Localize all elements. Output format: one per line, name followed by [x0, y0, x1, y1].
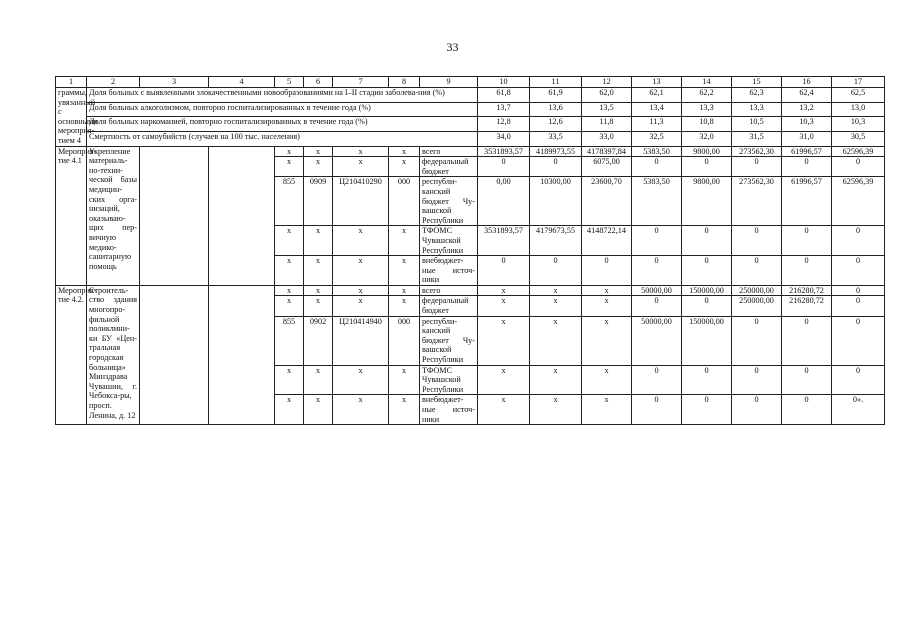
expense-code: 000: [389, 316, 420, 365]
amount-value: 0: [530, 256, 582, 286]
amount-value: 61996,57: [782, 177, 832, 226]
page-number: 33: [446, 40, 459, 54]
indicator-value: 61,9: [530, 88, 582, 103]
amount-value: 0: [732, 226, 782, 256]
indicator-value: 30,5: [832, 131, 885, 146]
funding-source: всего: [420, 146, 478, 157]
amount-value: 0: [478, 157, 530, 177]
section-code: x: [304, 285, 333, 296]
column-number: 4: [209, 77, 275, 88]
budget-code: x: [275, 157, 304, 177]
column-number: 13: [632, 77, 682, 88]
target-code: x: [333, 256, 389, 286]
indicator-value: 62,4: [782, 88, 832, 103]
amount-value: 61996,57: [782, 146, 832, 157]
amount-value: 4179673,55: [530, 226, 582, 256]
expense-code: x: [389, 285, 420, 296]
expense-code: 000: [389, 177, 420, 226]
funding-source: внебюджет-ные источ-ники: [420, 395, 478, 425]
column-number: 1: [56, 77, 87, 88]
amount-value: 0: [530, 157, 582, 177]
amount-value: 3531893,57: [478, 146, 530, 157]
budget-code: x: [275, 256, 304, 286]
budget-code: x: [275, 285, 304, 296]
budget-code: x: [275, 146, 304, 157]
amount-value: 0: [682, 256, 732, 286]
funding-source: всего: [420, 285, 478, 296]
column-number: 12: [582, 77, 632, 88]
indicator-row: [56, 102, 885, 117]
funding-source: федеральный бюджет: [420, 157, 478, 177]
amount-value: 0: [682, 296, 732, 316]
indicator-value: 62,2: [682, 88, 732, 103]
indicator-value: 11,8: [582, 117, 632, 132]
budget-code: x: [275, 395, 304, 425]
amount-value: 0: [832, 365, 885, 395]
indicator-value: 11,3: [632, 117, 682, 132]
amount-value: 0: [782, 157, 832, 177]
indicator-value: 13,2: [782, 102, 832, 117]
amount-value: 0: [478, 256, 530, 286]
amount-value: 0: [632, 157, 682, 177]
amount-value: 0: [832, 285, 885, 296]
column-number: 2: [87, 77, 140, 88]
section-code: x: [304, 256, 333, 286]
indicator-value: 32,5: [632, 131, 682, 146]
amount-value: x: [478, 285, 530, 296]
column-number: 7: [333, 77, 389, 88]
indicator-value: 61,8: [478, 88, 530, 103]
amount-value: x: [582, 296, 632, 316]
amount-value: 216280,72: [782, 296, 832, 316]
indicator-label: Доля больных наркоманией, повторно госпитализированных в течение года (%): [87, 117, 478, 132]
amount-value: 50000,00: [632, 285, 682, 296]
expense-code: x: [389, 157, 420, 177]
amount-value: 0,00: [478, 177, 530, 226]
target-code: x: [333, 226, 389, 256]
table-row: [56, 146, 885, 157]
amount-value: 0: [732, 157, 782, 177]
empty-cell: [209, 285, 275, 424]
indicator-value: 34,0: [478, 131, 530, 146]
amount-value: 150000,00: [682, 316, 732, 365]
empty-cell: [209, 146, 275, 285]
indicator-value: 33,5: [530, 131, 582, 146]
budget-code: x: [275, 296, 304, 316]
amount-value: 4148722,14: [582, 226, 632, 256]
indicator-value: 13,3: [732, 102, 782, 117]
indicator-value: 13,7: [478, 102, 530, 117]
amount-value: x: [582, 395, 632, 425]
amount-value: 0: [782, 395, 832, 425]
amount-value: 0: [632, 296, 682, 316]
financing-table: [55, 76, 885, 425]
target-code: Ц210410290: [333, 177, 389, 226]
measure-description: Укрепление материаль-но-техни-ческой базы медицин-ских орга-низаций, оказываю-щих пер-вичную медико-санитарную помощь: [87, 146, 140, 285]
column-number: 11: [530, 77, 582, 88]
amount-value: 23600,70: [582, 177, 632, 226]
column-number: 15: [732, 77, 782, 88]
funding-source: республи-канский бюджет Чу-вашской Республики: [420, 316, 478, 365]
indicator-value: 31,0: [782, 131, 832, 146]
indicator-label: Смертность от самоубийств (случаев на 100 тыс. населения): [87, 131, 478, 146]
section-code: x: [304, 226, 333, 256]
amount-value: 0: [782, 226, 832, 256]
budget-code: x: [275, 226, 304, 256]
funding-source: ТФОМС Чувашской Республики: [420, 226, 478, 256]
amount-value: 0: [682, 365, 732, 395]
expense-code: x: [389, 256, 420, 286]
amount-value: 0: [832, 226, 885, 256]
expense-code: x: [389, 226, 420, 256]
indicator-value: 33,0: [582, 131, 632, 146]
amount-value: 0: [682, 157, 732, 177]
section-code: x: [304, 296, 333, 316]
indicator-value: 10,5: [732, 117, 782, 132]
funding-source: ТФОМС Чувашской Республики: [420, 365, 478, 395]
program-label: граммы, увязанный с основными мероприя-тием 4: [56, 88, 87, 147]
amount-value: 5383,50: [632, 177, 682, 226]
amount-value: 0: [632, 256, 682, 286]
amount-value: x: [530, 285, 582, 296]
indicator-value: 13,6: [530, 102, 582, 117]
amount-value: x: [582, 365, 632, 395]
header-row: [56, 77, 885, 88]
indicator-label: Доля больных с выявленными злокачественными новообразованиями на I–II стадии заболева-ния (%): [87, 88, 478, 103]
budget-code: 855: [275, 177, 304, 226]
indicator-value: 62,1: [632, 88, 682, 103]
column-number: 17: [832, 77, 885, 88]
amount-value: 0: [732, 256, 782, 286]
expense-code: x: [389, 395, 420, 425]
amount-value: 4189973,55: [530, 146, 582, 157]
amount-value: 0: [832, 157, 885, 177]
indicator-value: 13,3: [682, 102, 732, 117]
amount-value: 0: [832, 296, 885, 316]
budget-code: 855: [275, 316, 304, 365]
amount-value: 0: [782, 365, 832, 395]
amount-value: 0: [632, 226, 682, 256]
target-code: x: [333, 285, 389, 296]
funding-source: внебюджет-ные источ-ники: [420, 256, 478, 286]
section-code: x: [304, 146, 333, 157]
indicator-value: 62,3: [732, 88, 782, 103]
amount-value: 5383,50: [632, 146, 682, 157]
indicator-value: 13,0: [832, 102, 885, 117]
indicator-value: 32,0: [682, 131, 732, 146]
indicator-value: 12,8: [478, 117, 530, 132]
section-code: x: [304, 395, 333, 425]
column-number: 10: [478, 77, 530, 88]
amount-value: x: [478, 365, 530, 395]
amount-value: 216280,72: [782, 285, 832, 296]
amount-value: 9800,00: [682, 177, 732, 226]
indicator-value: 13,4: [632, 102, 682, 117]
indicator-value: 10,3: [782, 117, 832, 132]
table-row: [56, 285, 885, 296]
amount-value: 50000,00: [632, 316, 682, 365]
expense-code: x: [389, 146, 420, 157]
indicator-value: 10,8: [682, 117, 732, 132]
amount-value: 0: [582, 256, 632, 286]
target-code: x: [333, 296, 389, 316]
column-number: 6: [304, 77, 333, 88]
measure-name: Мероприя-тие 4.2.: [56, 285, 87, 424]
indicator-value: 13,5: [582, 102, 632, 117]
column-number: 5: [275, 77, 304, 88]
column-number: 8: [389, 77, 420, 88]
indicator-value: 12,6: [530, 117, 582, 132]
amount-value: 0: [782, 256, 832, 286]
amount-value: x: [478, 296, 530, 316]
amount-value: 250000,00: [732, 296, 782, 316]
amount-value: 150000,00: [682, 285, 732, 296]
column-number: 3: [140, 77, 209, 88]
indicator-row: [56, 131, 885, 146]
section-code: 0902: [304, 316, 333, 365]
amount-value: 10300,00: [530, 177, 582, 226]
amount-value: x: [530, 296, 582, 316]
amount-value: x: [582, 316, 632, 365]
amount-value: 0: [732, 395, 782, 425]
amount-value: 0: [832, 256, 885, 286]
indicator-value: 10,3: [832, 117, 885, 132]
amount-value: 0: [732, 316, 782, 365]
amount-value: x: [530, 395, 582, 425]
amount-value: x: [530, 365, 582, 395]
amount-value: 0: [682, 395, 732, 425]
column-number: 9: [420, 77, 478, 88]
target-code: x: [333, 395, 389, 425]
amount-value: 4178397,84: [582, 146, 632, 157]
column-number: 16: [782, 77, 832, 88]
amount-value: x: [582, 285, 632, 296]
target-code: x: [333, 365, 389, 395]
budget-code: x: [275, 365, 304, 395]
measure-description: Строитель-ство здания многопро-фильной поликлини-ки БУ «Цен-тральная городская больница» Минздрава Чувашии, г. Чебокса-ры, просп. Ленина, д. 12: [87, 285, 140, 424]
amount-value: 3531893,57: [478, 226, 530, 256]
expense-code: x: [389, 365, 420, 395]
amount-value: 0: [832, 316, 885, 365]
indicator-value: 31,5: [732, 131, 782, 146]
amount-value: x: [478, 316, 530, 365]
indicator-row: [56, 117, 885, 132]
target-code: x: [333, 146, 389, 157]
empty-cell: [140, 285, 209, 424]
amount-value: x: [530, 316, 582, 365]
amount-value: 9800,00: [682, 146, 732, 157]
target-code: Ц210414940: [333, 316, 389, 365]
amount-value: 0».: [832, 395, 885, 425]
measure-name: Мероприя-тие 4.1: [56, 146, 87, 285]
table-body: [56, 77, 885, 425]
indicator-value: 62,5: [832, 88, 885, 103]
funding-source: федеральный бюджет: [420, 296, 478, 316]
target-code: x: [333, 157, 389, 177]
indicator-label: Доля больных алкоголизмом, повторно госпитализированных в течение года (%): [87, 102, 478, 117]
amount-value: 0: [782, 316, 832, 365]
amount-value: 0: [732, 365, 782, 395]
amount-value: 273562,30: [732, 177, 782, 226]
expense-code: x: [389, 296, 420, 316]
indicator-value: 62,0: [582, 88, 632, 103]
empty-cell: [140, 146, 209, 285]
section-code: 0909: [304, 177, 333, 226]
indicator-row: [56, 88, 885, 103]
amount-value: 273562,30: [732, 146, 782, 157]
section-code: x: [304, 157, 333, 177]
funding-source: республи-канский бюджет Чу-вашской Республики: [420, 177, 478, 226]
amount-value: x: [478, 395, 530, 425]
amount-value: 250000,00: [732, 285, 782, 296]
column-number: 14: [682, 77, 732, 88]
amount-value: 62596,39: [832, 177, 885, 226]
amount-value: 6075,00: [582, 157, 632, 177]
amount-value: 0: [632, 365, 682, 395]
amount-value: 0: [682, 226, 732, 256]
amount-value: 62596,39: [832, 146, 885, 157]
amount-value: 0: [632, 395, 682, 425]
section-code: x: [304, 365, 333, 395]
